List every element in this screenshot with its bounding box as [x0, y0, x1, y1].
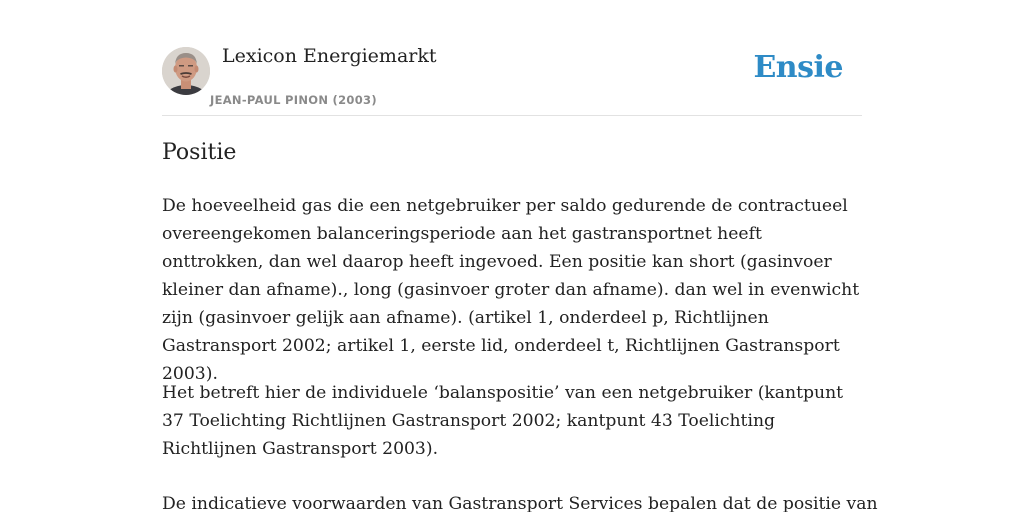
page-title: Positie — [162, 140, 237, 165]
site-title-link[interactable]: Lexicon Energiemarkt — [222, 45, 437, 67]
avatar-portrait-icon — [162, 47, 210, 95]
entry-paragraph-1: De hoeveelheid gas die een netgebruiker per saldo gedurende de contractueel overeengekomen balanceringsperiode aan het gastransportnet heeft onttrokken, dan wel daarop heeft ingevoed. Een positie kan short (gasinvoer kleiner dan afname)., long (gasinvoer groter dan afname). dan wel in evenwicht zijn (gasinvoer gelijk aan afname). (artikel 1, onderdeel p, Richtlijnen Gastransport 2002; artikel 1, eerste lid, onderdeel t, Richtlijnen Gastransport 2003). — [162, 196, 860, 384]
content-container — [162, 0, 878, 512]
author-avatar[interactable] — [162, 47, 210, 95]
author-name[interactable]: JEAN-PAUL PINON (2003) — [210, 93, 377, 107]
header — [162, 0, 862, 116]
brand-logo[interactable]: Ensie — [753, 50, 843, 85]
entry-paragraph-3: De indicatieve voorwaarden van Gastransport Services bepalen dat de positie van — [162, 494, 878, 512]
entry-paragraph-2: Het betreft hier de individuele ‘balanspositie’ van een netgebruiker (kantpunt 37 Toelichting Richtlijnen Gastransport 2002; kantpunt 43 Toelichting Richtlijnen Gastransport 2003). — [162, 383, 844, 459]
